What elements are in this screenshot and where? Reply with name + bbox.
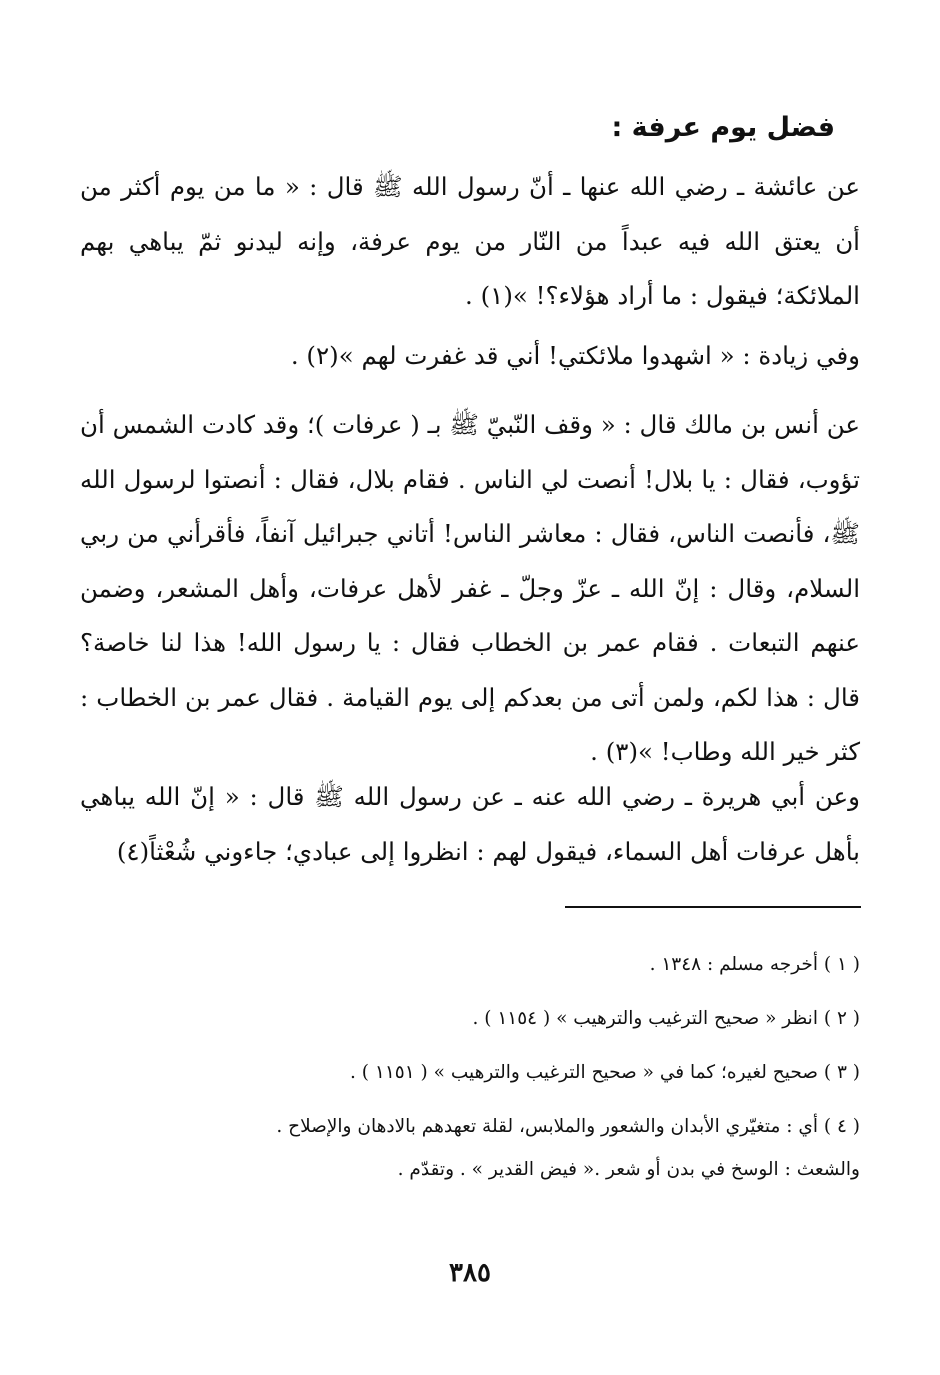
paragraph-additional-narration xyxy=(80,329,860,384)
footnote-2: ( ٢ ) انظر « صحيح الترغيب والترهيب » ( ١١٥٤ ) . xyxy=(472,1008,860,1029)
paragraph-text: عن عائشة ـ رضي الله عنها ـ أنّ رسول الله ﷺ قال : « ما من يوم أكثر من أن يعتق الله فيه عبداً من النّار من يوم عرفة، وإنه ليدنو ثمّ يباهي بهم الملائكة؛ فيقول : ما أراد هؤلاء؟! »(١) . xyxy=(80,172,860,310)
paragraph-text: وعن أبي هريرة ـ رضي الله عنه ـ عن رسول الله ﷺ قال : « إنّ الله يباهي بأهل عرفات أهل السماء، فيقول لهم : انظروا إلى عبادي؛ جاءوني شُعْثاً(٤) xyxy=(80,782,860,866)
footnote-4: ( ٤ ) أي : متغيّري الأبدان والشعور والملابس، لقلة تعهدهم بالادهان والإصلاح . xyxy=(276,1116,860,1137)
section-heading: فضل يوم عرفة : xyxy=(611,112,835,143)
footnote-divider xyxy=(565,906,861,908)
paragraph-anas-hadith xyxy=(80,398,860,780)
page-number: ٣٨٥ xyxy=(449,1258,491,1288)
footnote-3: ( ٣ ) صحيح لغيره؛ كما في « صحيح الترغيب والترهيب » ( ١١٥١ ) . xyxy=(350,1062,860,1083)
paragraph-abu-hurairah-hadith xyxy=(80,770,860,879)
footnotes xyxy=(80,938,860,1186)
paragraph-aisha-hadith xyxy=(80,160,860,324)
paragraph-text: وفي زيادة : « اشهدوا ملائكتي! أني قد غفرت لهم »(٢) . xyxy=(290,341,860,370)
footnote-1: ( ١ ) أخرجه مسلم : ١٣٤٨ . xyxy=(649,954,860,975)
footnote-4-continuation: والشعث : الوسخ في بدن أو شعر .« فيض القدير » . وتقدّم . xyxy=(397,1159,860,1180)
paragraph-text: عن أنس بن مالك قال : « وقف النّبيّ ﷺ بـ ( عرفات )؛ وقد كادت الشمس أن تؤوب، فقال : يا بلال! أنصت لي الناس . فقام بلال، فقال : أنصتوا لرسول الله ﷺ، فأنصت الناس، فقال : معاشر الناس! أتاني جبرائيل آنفاً، فأقرأني من ربي السلام، وقال : إنّ الله ـ عزّ وجلّ ـ غفر لأهل عرفات، وأهل المشعر، وضمن عنهم التبعات . فقام عمر بن الخطاب فقال : يا رسول الله! هذا لنا خاصة؟ قال : هذا لكم، ولمن أتى من بعدكم إلى يوم القيامة . فقال عمر بن الخطاب : كثر خير الله وطاب! »(٣) . xyxy=(79,410,860,766)
